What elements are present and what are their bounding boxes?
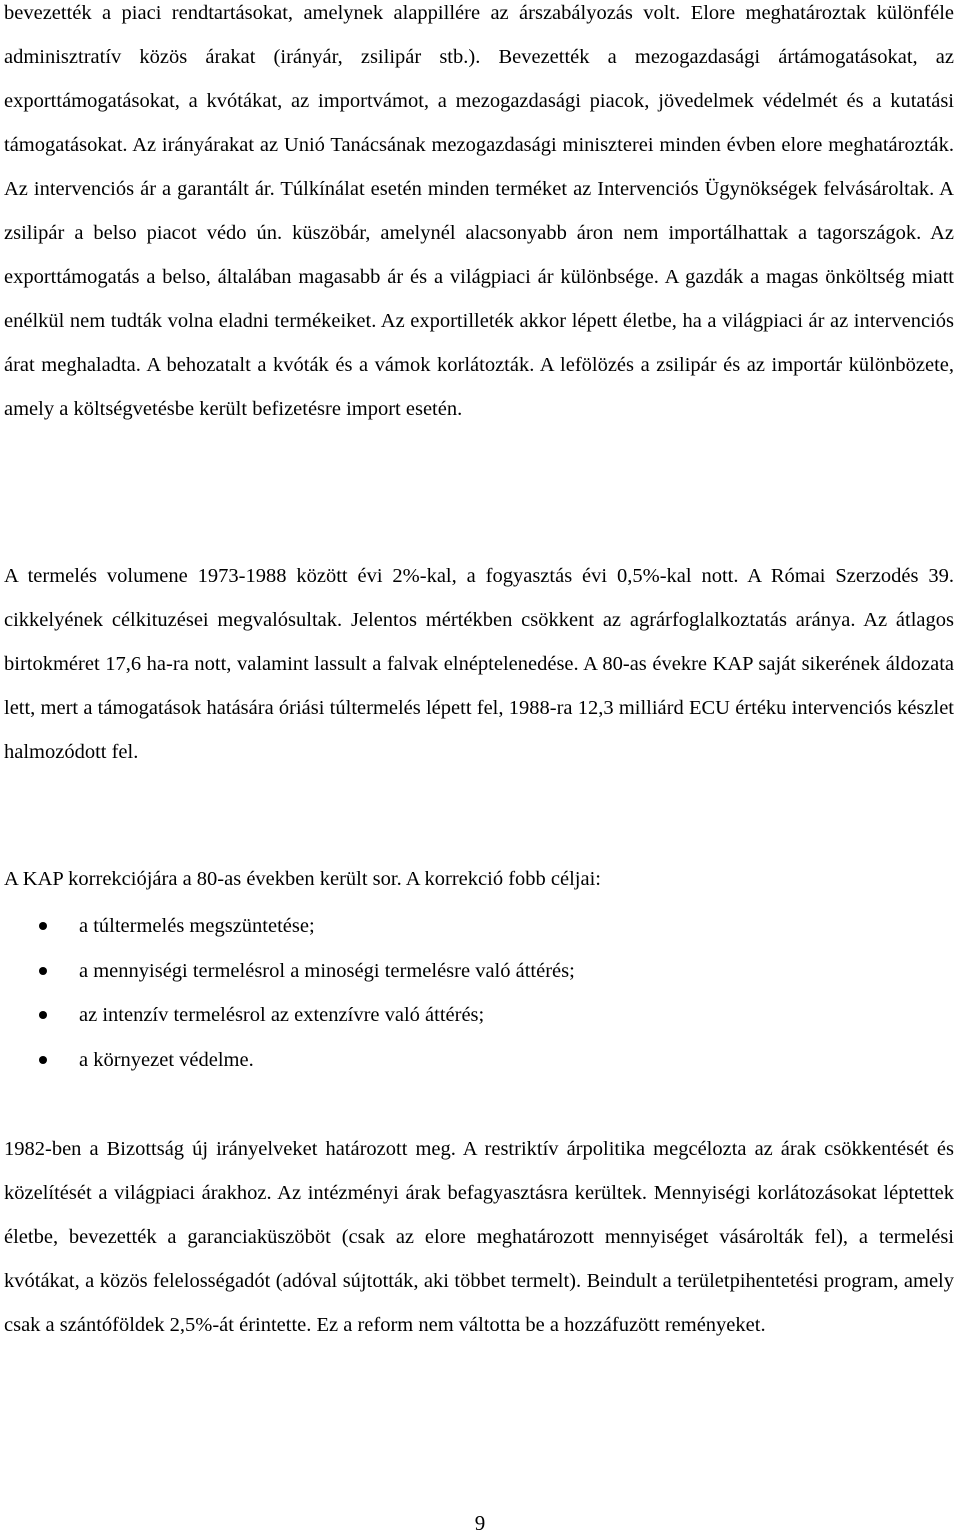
paragraph-price-regulation: bevezették a piaci rendtartásokat, amelynek alappillére az árszabályozás volt. Elore meghatároztak különféle adminisztratív közös árakat (irányár, zsilipár stb.). Bevezették a mezogazdasági ártámogatásokat, az exporttámogatásokat, a kvótákat, az importvámot, a mezogazdasági piacok, jövedelmek védelmét és a kutatási támogatásokat. Az irányárakat az Unió Tanácsának mezogazdasági miniszterei minden évben elore meghatározták. Az intervenciós ár a garantált ár. Túlkínálat esetén minden terméket az Intervenciós Ügynökségek felvásároltak. A zsilipár a belso piacot védo ún. küszöbár, amelynél alacsonyabb áron nem importálhattak a tagországok. Az exporttámogatás a belso, általában magasabb ár és a világpiaci ár különbsége. A gazdák a magas önköltség miatt enélkül nem tudták volna eladni termékeiket. Az exportilleték akkor lépett életbe, ha a világpiaci ár az intervenciós árat meghaladta. A behozatalt a kvóták és a vámok korlátozták. A lefölözés a zsilipár és az importár különbözete, amely a költségvetésbe került befizetésre import esetén. <box>4 2 954 420</box>
paragraph-cap-correction-intro: A KAP korrekciójára a 80-as években került sor. A korrekció fobb céljai: <box>4 868 601 890</box>
list-item-text: a környezet védelme. <box>79 1048 254 1071</box>
correction-goals-list <box>4 904 954 1082</box>
list-item <box>4 993 954 1038</box>
paragraph-1982-reform: 1982-ben a Bizottság új irányelveket határozott meg. A restriktív árpolitika megcélozta az árak csökkentését és közelítését a világpiaci árakhoz. Az intézményi árak befagyasztásra kerültek. Mennyiségi korlátozásokat léptettek életbe, bevezették a garanciaküszöböt (csak az elore meghatározott mennyiséget vásárolták fel), a termelési kvótákat, a közös felelosségadót (adóval sújtották, aki többet termelt). Beindult a területpihentetési program, amely csak a szántóföldek 2,5%-át érintette. Ez a reform nem váltotta be a hozzáfuzött reményeket. <box>4 1138 954 1336</box>
bullet-dot-icon <box>39 967 47 975</box>
paragraph-production-growth: A termelés volumene 1973-1988 között évi 2%-kal, a fogyasztás évi 0,5%-kal nott. A Római Szerzodés 39. cikkelyének célkituzései megvalósultak. Jelentos mértékben csökkent az agrárfoglalkoztatás aránya. Az átlagos birtokméret 17,6 ha-ra nott, valamint lassult a falvak elnéptelenedése. A 80-as évekre KAP saját sikerének áldozata lett, mert a támogatások hatására óriási túltermelés lépett fel, 1988-ra 12,3 milliárd ECU értéku intervenciós készlet halmozódott fel. <box>4 565 954 763</box>
page-number: 9 <box>474 1511 486 1535</box>
bullet-dot-icon <box>39 1011 47 1019</box>
list-item <box>4 949 954 994</box>
list-item <box>4 904 954 949</box>
list-item-text: a túltermelés megszüntetése; <box>79 915 315 937</box>
list-item-text: az intenzív termelésrol az extenzívre való áttérés; <box>79 1004 485 1026</box>
list-item-text: a mennyiségi termelésrol a minoségi termelésre való áttérés; <box>79 959 575 982</box>
list-item <box>4 1038 954 1083</box>
bullet-dot-icon <box>39 1056 47 1064</box>
bullet-dot-icon <box>39 922 47 930</box>
